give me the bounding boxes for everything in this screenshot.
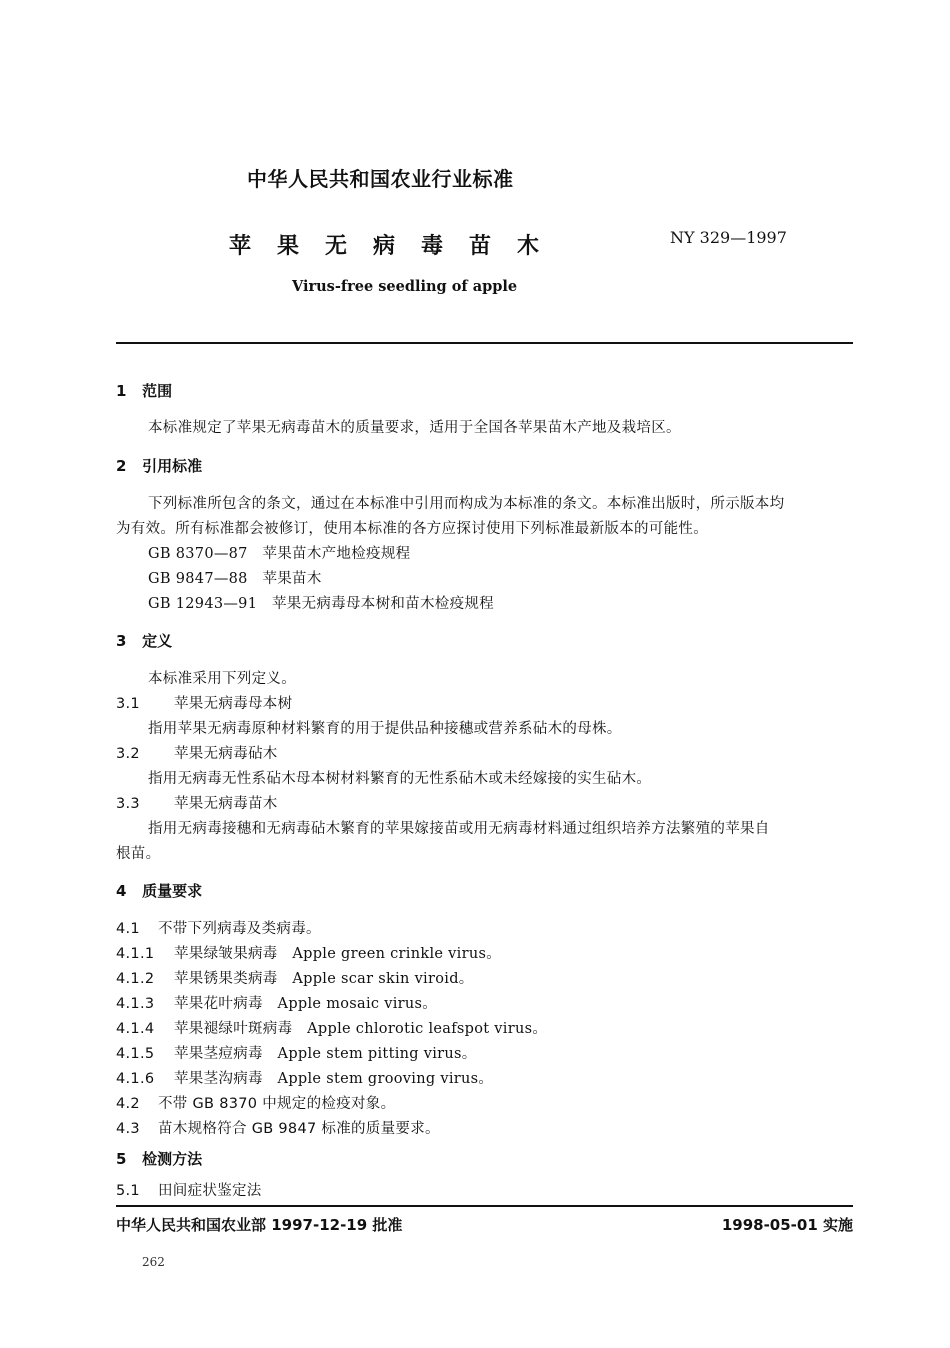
reference-title: 苹果苗木 [262,571,322,587]
clause-text: 苗木规格符合 GB 9847 标准的质量要求。 [158,1121,440,1137]
footer-rule [116,1205,853,1207]
section-number: 3 [116,632,127,650]
reference-code: GB 9847—88 [148,571,248,587]
reference-code: GB 8370—87 [148,546,248,562]
reference-item [148,592,494,613]
header-rule [116,342,853,344]
clause-number: 4.1.1 [116,946,155,962]
page-number: 262 [142,1255,165,1269]
definition-term: 苹果无病毒砧木 [174,746,278,762]
virus-name-en: Apple scar skin viroid。 [292,971,474,987]
clause-number: 4.1.2 [116,971,155,987]
virus-item [116,1067,493,1088]
clause-number: 4.1.6 [116,1071,155,1087]
section-title: 定义 [142,632,173,650]
clause-text: 不带下列病毒及类病毒。 [158,921,321,937]
virus-item [116,942,501,963]
section-number: 2 [116,457,127,475]
clause [116,1117,440,1138]
section-heading [116,455,202,476]
effective-date: 1998-05-01 实施 [721,1216,853,1234]
virus-name-en: Apple green crinkle virus。 [292,946,502,962]
reference-title: 苹果无病毒母本树和苗木检疫规程 [271,596,494,612]
virus-name-cn: 苹果绿皱果病毒 [174,946,278,962]
paragraph: 下列标准所包含的条文，通过在本标准中引用而构成为本标准的条文。本标准出版时，所示版本均 [148,496,785,512]
paragraph: 指用无病毒无性系砧木母本树材料繁育的无性系砧木或未经嫁接的实生砧木。 [148,771,652,787]
virus-item [116,992,437,1013]
section-title: 引用标准 [142,457,203,475]
virus-name-en: Apple stem grooving virus。 [277,1071,494,1087]
reference-item [148,567,322,588]
section-number: 4 [116,882,127,900]
definition-term: 苹果无病毒苗木 [174,796,278,812]
document-title-cn: 苹果无病毒苗木 [229,234,566,259]
section-number: 5 [116,1150,127,1168]
clause-number: 4.3 [116,1121,140,1137]
clause-number: 4.2 [116,1096,140,1112]
section-heading [116,1148,202,1169]
clause-number: 3.2 [116,746,140,762]
clause-number: 3.3 [116,796,140,812]
approval-line: 中华人民共和国农业部 1997-12-19 批准 [116,1216,403,1234]
virus-name-cn: 苹果花叶病毒 [174,996,263,1012]
paragraph: 指用苹果无病毒原种材料繁育的用于提供品种接穗或营养系砧木的母株。 [148,721,622,737]
document-title-en: Virus-free seedling of apple [292,278,518,295]
section-title: 检测方法 [142,1150,203,1168]
paragraph: 为有效。所有标准都会被修订，使用本标准的各方应探讨使用下列标准最新版本的可能性。 [116,521,708,537]
virus-name-en: Apple mosaic virus。 [277,996,438,1012]
clause-number: 5.1 [116,1183,140,1199]
clause-number: 4.1 [116,921,140,937]
virus-item [116,1042,477,1063]
paragraph: 本标准采用下列定义。 [148,671,296,687]
virus-item [116,1017,547,1038]
section-number: 1 [116,382,127,400]
clause [116,1092,395,1113]
clause-text: 不带 GB 8370 中规定的检疫对象。 [158,1096,396,1112]
org-title: 中华人民共和国农业行业标准 [247,167,514,191]
section-heading [116,380,172,401]
clause-text: 田间症状鉴定法 [158,1183,262,1199]
section-heading [116,630,172,651]
clause-number: 4.1.5 [116,1046,155,1062]
paragraph: 根苗。 [116,846,161,862]
virus-name-en: Apple chlorotic leafspot virus。 [307,1021,548,1037]
virus-item [116,967,474,988]
virus-name-cn: 苹果茎痘病毒 [174,1046,263,1062]
clause-number: 4.1.4 [116,1021,155,1037]
virus-name-cn: 苹果茎沟病毒 [174,1071,263,1087]
clause [116,1179,262,1200]
section-title: 范围 [142,382,173,400]
clause-number: 4.1.3 [116,996,155,1012]
reference-title: 苹果苗木产地检疫规程 [262,546,411,562]
virus-name-cn: 苹果锈果类病毒 [174,971,278,987]
clause [116,917,321,938]
section-heading [116,880,202,901]
paragraph: 指用无病毒接穗和无病毒砧木繁育的苹果嫁接苗或用无病毒材料通过组织培养方法繁殖的苹果自 [148,821,770,837]
definition-heading [116,692,292,713]
reference-item [148,542,410,563]
section-title: 质量要求 [142,882,203,900]
virus-name-cn: 苹果褪绿叶斑病毒 [174,1021,293,1037]
reference-code: GB 12943—91 [148,596,258,612]
clause-number: 3.1 [116,696,140,712]
paragraph: 本标准规定了苹果无病毒苗木的质量要求，适用于全国各苹果苗木产地及栽培区。 [148,420,681,436]
definition-heading [116,792,278,813]
virus-name-en: Apple stem pitting virus。 [277,1046,477,1062]
definition-term: 苹果无病毒母本树 [174,696,293,712]
standard-number: NY 329—1997 [670,228,787,247]
definition-heading [116,742,278,763]
